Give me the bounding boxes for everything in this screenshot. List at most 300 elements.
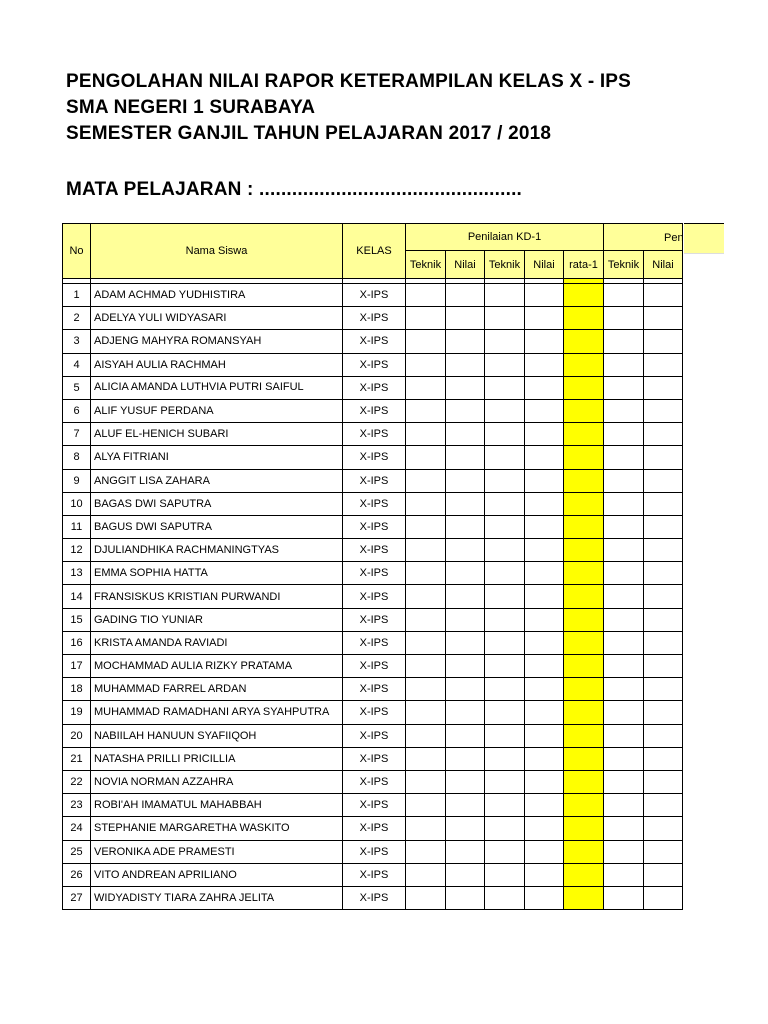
teknik-cell[interactable]: [604, 539, 644, 562]
nilai-cell[interactable]: [644, 585, 683, 608]
row-number: 10: [63, 492, 91, 515]
nilai-cell[interactable]: [446, 840, 485, 863]
nilai-cell[interactable]: [525, 515, 564, 538]
student-name: ADJENG MAHYRA ROMANSYAH: [91, 330, 343, 353]
teknik-cell[interactable]: [406, 562, 446, 585]
rata-cell: [564, 724, 604, 747]
student-name: MOCHAMMAD AULIA RIZKY PRATAMA: [91, 655, 343, 678]
teknik-cell[interactable]: [406, 631, 446, 654]
student-row: [63, 770, 683, 793]
nilai-cell[interactable]: [644, 423, 683, 446]
nilai-cell[interactable]: [525, 794, 564, 817]
nilai-cell[interactable]: [446, 724, 485, 747]
student-class: X-IPS: [343, 446, 406, 469]
nilai-cell[interactable]: [446, 376, 485, 399]
student-name: VITO ANDREAN APRILIANO: [91, 863, 343, 886]
nilai-cell[interactable]: [644, 794, 683, 817]
nilai-cell[interactable]: [525, 608, 564, 631]
rata-cell: [564, 307, 604, 330]
row-number: 18: [63, 678, 91, 701]
nilai-cell[interactable]: [644, 399, 683, 422]
teknik-cell[interactable]: [604, 608, 644, 631]
student-row: [63, 284, 683, 307]
student-class: X-IPS: [343, 655, 406, 678]
student-class: X-IPS: [343, 307, 406, 330]
subcol-teknik: Teknik: [604, 251, 644, 279]
teknik-cell[interactable]: [485, 655, 525, 678]
student-row: [63, 469, 683, 492]
row-number: 24: [63, 817, 91, 840]
teknik-cell[interactable]: [406, 376, 446, 399]
teknik-cell[interactable]: [485, 701, 525, 724]
group-header-kd1: Penilaian KD-1: [406, 224, 604, 251]
nilai-cell[interactable]: [446, 747, 485, 770]
teknik-cell[interactable]: [406, 469, 446, 492]
nilai-cell[interactable]: [525, 631, 564, 654]
nilai-cell[interactable]: [644, 539, 683, 562]
rata-cell: [564, 608, 604, 631]
nilai-cell[interactable]: [525, 747, 564, 770]
student-class: X-IPS: [343, 817, 406, 840]
group-header-kd2-label: Pen: [664, 232, 684, 244]
student-class: X-IPS: [343, 515, 406, 538]
nilai-cell[interactable]: [525, 724, 564, 747]
rata-cell: [564, 840, 604, 863]
teknik-cell[interactable]: [485, 863, 525, 886]
student-name: KRISTA AMANDA RAVIADI: [91, 631, 343, 654]
nilai-cell[interactable]: [644, 678, 683, 701]
nilai-cell[interactable]: [446, 886, 485, 909]
nilai-cell[interactable]: [644, 631, 683, 654]
teknik-cell[interactable]: [604, 376, 644, 399]
nilai-cell[interactable]: [525, 655, 564, 678]
nilai-cell[interactable]: [446, 423, 485, 446]
student-row: [63, 886, 683, 909]
student-name: ROBI'AH IMAMATUL MAHABBAH: [91, 794, 343, 817]
teknik-cell[interactable]: [406, 585, 446, 608]
row-number: 14: [63, 585, 91, 608]
rata-cell: [564, 585, 604, 608]
teknik-cell[interactable]: [604, 655, 644, 678]
student-class: X-IPS: [343, 423, 406, 446]
row-number: 12: [63, 539, 91, 562]
teknik-cell[interactable]: [485, 608, 525, 631]
teknik-cell[interactable]: [485, 840, 525, 863]
grades-table: [62, 223, 683, 910]
student-row: [63, 655, 683, 678]
nilai-cell[interactable]: [446, 399, 485, 422]
student-row: [63, 678, 683, 701]
nilai-cell[interactable]: [644, 770, 683, 793]
nilai-cell[interactable]: [644, 330, 683, 353]
teknik-cell[interactable]: [485, 307, 525, 330]
teknik-cell[interactable]: [604, 794, 644, 817]
nilai-cell[interactable]: [525, 770, 564, 793]
nilai-cell[interactable]: [446, 678, 485, 701]
nilai-cell[interactable]: [525, 539, 564, 562]
teknik-cell[interactable]: [604, 423, 644, 446]
teknik-cell[interactable]: [406, 284, 446, 307]
teknik-cell[interactable]: [406, 399, 446, 422]
nilai-cell[interactable]: [446, 701, 485, 724]
student-row: [63, 376, 683, 399]
row-number: 7: [63, 423, 91, 446]
nilai-cell[interactable]: [525, 307, 564, 330]
teknik-cell[interactable]: [485, 724, 525, 747]
teknik-cell[interactable]: [406, 770, 446, 793]
student-name: AISYAH AULIA RACHMAH: [91, 353, 343, 376]
row-number: 4: [63, 353, 91, 376]
student-name: ADELYA YULI WIDYASARI: [91, 307, 343, 330]
student-name: ALIF YUSUF PERDANA: [91, 399, 343, 422]
student-class: X-IPS: [343, 724, 406, 747]
student-class: X-IPS: [343, 284, 406, 307]
teknik-cell[interactable]: [604, 492, 644, 515]
student-class: X-IPS: [343, 585, 406, 608]
student-class: X-IPS: [343, 631, 406, 654]
student-class: X-IPS: [343, 794, 406, 817]
rata-cell: [564, 678, 604, 701]
student-class: X-IPS: [343, 492, 406, 515]
student-row: [63, 863, 683, 886]
nilai-cell[interactable]: [446, 492, 485, 515]
row-number: 22: [63, 770, 91, 793]
student-row: [63, 330, 683, 353]
teknik-cell[interactable]: [604, 863, 644, 886]
nilai-cell[interactable]: [644, 307, 683, 330]
col-header-name: Nama Siswa: [91, 224, 343, 279]
row-number: 3: [63, 330, 91, 353]
nilai-cell[interactable]: [644, 562, 683, 585]
student-row: [63, 515, 683, 538]
teknik-cell[interactable]: [485, 585, 525, 608]
student-class: X-IPS: [343, 770, 406, 793]
teknik-cell[interactable]: [485, 423, 525, 446]
teknik-cell[interactable]: [604, 770, 644, 793]
teknik-cell[interactable]: [485, 376, 525, 399]
nilai-cell[interactable]: [644, 701, 683, 724]
nilai-cell[interactable]: [644, 840, 683, 863]
row-number: 19: [63, 701, 91, 724]
teknik-cell[interactable]: [604, 747, 644, 770]
teknik-cell[interactable]: [406, 794, 446, 817]
nilai-cell[interactable]: [446, 539, 485, 562]
student-name: GADING TIO YUNIAR: [91, 608, 343, 631]
teknik-cell[interactable]: [406, 446, 446, 469]
teknik-cell[interactable]: [604, 585, 644, 608]
row-number: 6: [63, 399, 91, 422]
student-row: [63, 840, 683, 863]
nilai-cell[interactable]: [644, 655, 683, 678]
teknik-cell[interactable]: [604, 330, 644, 353]
teknik-cell[interactable]: [406, 817, 446, 840]
teknik-cell[interactable]: [604, 446, 644, 469]
rata-cell: [564, 376, 604, 399]
student-class: X-IPS: [343, 840, 406, 863]
report-title: PENGOLAHAN NILAI RAPOR KETERAMPILAN KELAS X - IPS: [66, 71, 632, 92]
nilai-cell[interactable]: [644, 863, 683, 886]
rata-cell: [564, 353, 604, 376]
teknik-cell[interactable]: [485, 492, 525, 515]
nilai-cell[interactable]: [644, 469, 683, 492]
nilai-cell[interactable]: [525, 423, 564, 446]
rata-cell: [564, 886, 604, 909]
teknik-cell[interactable]: [485, 539, 525, 562]
student-name: EMMA SOPHIA HATTA: [91, 562, 343, 585]
teknik-cell[interactable]: [604, 284, 644, 307]
teknik-cell[interactable]: [604, 840, 644, 863]
teknik-cell[interactable]: [406, 840, 446, 863]
nilai-cell[interactable]: [446, 770, 485, 793]
rata-cell: [564, 423, 604, 446]
nilai-cell[interactable]: [525, 376, 564, 399]
teknik-cell[interactable]: [406, 423, 446, 446]
student-name: ANGGIT LISA ZAHARA: [91, 469, 343, 492]
row-number: 27: [63, 886, 91, 909]
rata-cell: [564, 284, 604, 307]
teknik-cell[interactable]: [485, 399, 525, 422]
nilai-cell[interactable]: [446, 863, 485, 886]
student-name: BAGAS DWI SAPUTRA: [91, 492, 343, 515]
nilai-cell[interactable]: [525, 585, 564, 608]
student-row: [63, 539, 683, 562]
teknik-cell[interactable]: [406, 515, 446, 538]
teknik-cell[interactable]: [485, 446, 525, 469]
teknik-cell[interactable]: [604, 886, 644, 909]
student-name: STEPHANIE MARGARETHA WASKITO: [91, 817, 343, 840]
nilai-cell[interactable]: [644, 492, 683, 515]
row-number: 13: [63, 562, 91, 585]
teknik-cell[interactable]: [604, 724, 644, 747]
rata-cell: [564, 817, 604, 840]
nilai-cell[interactable]: [644, 608, 683, 631]
teknik-cell[interactable]: [485, 817, 525, 840]
nilai-cell[interactable]: [446, 353, 485, 376]
nilai-cell[interactable]: [525, 446, 564, 469]
nilai-cell[interactable]: [446, 515, 485, 538]
teknik-cell[interactable]: [406, 608, 446, 631]
nilai-cell[interactable]: [525, 562, 564, 585]
student-class: X-IPS: [343, 678, 406, 701]
teknik-cell[interactable]: [406, 539, 446, 562]
student-name: ALYA FITRIANI: [91, 446, 343, 469]
nilai-cell[interactable]: [644, 886, 683, 909]
teknik-cell[interactable]: [406, 678, 446, 701]
nilai-cell[interactable]: [644, 747, 683, 770]
nilai-cell[interactable]: [446, 794, 485, 817]
subject-label: MATA PELAJARAN : ................................................: [66, 179, 523, 200]
nilai-cell[interactable]: [525, 678, 564, 701]
nilai-cell[interactable]: [644, 353, 683, 376]
student-row: [63, 724, 683, 747]
nilai-cell[interactable]: [525, 840, 564, 863]
teknik-cell[interactable]: [406, 330, 446, 353]
nilai-cell[interactable]: [446, 469, 485, 492]
student-class: X-IPS: [343, 353, 406, 376]
school-name: SMA NEGERI 1 SURABAYA: [66, 97, 316, 118]
teknik-cell[interactable]: [604, 701, 644, 724]
teknik-cell[interactable]: [406, 353, 446, 376]
student-row: [63, 562, 683, 585]
teknik-cell[interactable]: [604, 562, 644, 585]
teknik-cell[interactable]: [485, 678, 525, 701]
teknik-cell[interactable]: [604, 399, 644, 422]
row-number: 21: [63, 747, 91, 770]
nilai-cell[interactable]: [644, 724, 683, 747]
nilai-cell[interactable]: [446, 284, 485, 307]
student-name: BAGUS DWI SAPUTRA: [91, 515, 343, 538]
nilai-cell[interactable]: [525, 701, 564, 724]
teknik-cell[interactable]: [485, 353, 525, 376]
row-number: 20: [63, 724, 91, 747]
student-row: [63, 446, 683, 469]
row-number: 9: [63, 469, 91, 492]
row-number: 8: [63, 446, 91, 469]
rata-cell: [564, 770, 604, 793]
student-class: X-IPS: [343, 469, 406, 492]
student-class: X-IPS: [343, 747, 406, 770]
teknik-cell[interactable]: [485, 330, 525, 353]
row-number: 23: [63, 794, 91, 817]
nilai-cell[interactable]: [525, 817, 564, 840]
teknik-cell[interactable]: [604, 817, 644, 840]
nilai-cell[interactable]: [525, 353, 564, 376]
teknik-cell[interactable]: [604, 515, 644, 538]
col-header-no: No: [63, 224, 91, 279]
teknik-cell[interactable]: [604, 469, 644, 492]
nilai-cell[interactable]: [446, 330, 485, 353]
student-name: FRANSISKUS KRISTIAN PURWANDI: [91, 585, 343, 608]
student-name: DJULIANDHIKA RACHMANINGTYAS: [91, 539, 343, 562]
teknik-cell[interactable]: [604, 678, 644, 701]
student-row: [63, 353, 683, 376]
teknik-cell[interactable]: [604, 353, 644, 376]
nilai-cell[interactable]: [446, 585, 485, 608]
teknik-cell[interactable]: [406, 701, 446, 724]
teknik-cell[interactable]: [485, 469, 525, 492]
nilai-cell[interactable]: [446, 446, 485, 469]
nilai-cell[interactable]: [525, 863, 564, 886]
nilai-cell[interactable]: [644, 446, 683, 469]
subcol-nilai: Nilai: [644, 251, 683, 279]
rata-cell: [564, 330, 604, 353]
student-class: X-IPS: [343, 562, 406, 585]
student-row: [63, 631, 683, 654]
subcol-rata: rata-1: [564, 251, 604, 279]
student-class: X-IPS: [343, 330, 406, 353]
student-name: NOVIA NORMAN AZZAHRA: [91, 770, 343, 793]
teknik-cell[interactable]: [406, 886, 446, 909]
student-name: VERONIKA ADE PRAMESTI: [91, 840, 343, 863]
row-number: 1: [63, 284, 91, 307]
semester-title: SEMESTER GANJIL TAHUN PELAJARAN 2017 / 2018: [66, 123, 552, 144]
nilai-cell[interactable]: [644, 376, 683, 399]
student-row: [63, 817, 683, 840]
nilai-cell[interactable]: [446, 307, 485, 330]
row-number: 11: [63, 515, 91, 538]
row-number: 15: [63, 608, 91, 631]
rata-cell: [564, 794, 604, 817]
student-class: X-IPS: [343, 376, 406, 399]
nilai-cell[interactable]: [446, 655, 485, 678]
student-row: [63, 307, 683, 330]
teknik-cell[interactable]: [485, 794, 525, 817]
student-name: ADAM ACHMAD YUDHISTIRA: [91, 284, 343, 307]
student-class: X-IPS: [343, 863, 406, 886]
teknik-cell[interactable]: [485, 515, 525, 538]
teknik-cell[interactable]: [406, 492, 446, 515]
nilai-cell[interactable]: [644, 515, 683, 538]
student-row: [63, 585, 683, 608]
group-header-kd2-overflow: [664, 223, 724, 254]
subcol-teknik: Teknik: [406, 251, 446, 279]
nilai-cell[interactable]: [644, 817, 683, 840]
teknik-cell[interactable]: [406, 724, 446, 747]
rata-cell: [564, 701, 604, 724]
nilai-cell[interactable]: [446, 631, 485, 654]
rata-cell: [564, 446, 604, 469]
nilai-cell[interactable]: [525, 469, 564, 492]
row-number: 17: [63, 655, 91, 678]
rata-cell: [564, 539, 604, 562]
teknik-cell[interactable]: [485, 770, 525, 793]
teknik-cell[interactable]: [485, 631, 525, 654]
student-name: NABIILAH HANUUN SYAFIIQOH: [91, 724, 343, 747]
student-row: [63, 492, 683, 515]
teknik-cell[interactable]: [604, 307, 644, 330]
nilai-cell[interactable]: [525, 399, 564, 422]
nilai-cell[interactable]: [446, 562, 485, 585]
rata-cell: [564, 399, 604, 422]
student-row: [63, 399, 683, 422]
rata-cell: [564, 492, 604, 515]
student-name: WIDYADISTY TIARA ZAHRA JELITA: [91, 886, 343, 909]
rata-cell: [564, 631, 604, 654]
nilai-cell[interactable]: [525, 886, 564, 909]
student-class: X-IPS: [343, 886, 406, 909]
nilai-cell[interactable]: [525, 284, 564, 307]
student-row: [63, 747, 683, 770]
nilai-cell[interactable]: [525, 492, 564, 515]
teknik-cell[interactable]: [485, 284, 525, 307]
student-name: NATASHA PRILLI PRICILLIA: [91, 747, 343, 770]
subcol-nilai: Nilai: [525, 251, 564, 279]
teknik-cell[interactable]: [485, 886, 525, 909]
teknik-cell[interactable]: [485, 562, 525, 585]
student-row: [63, 608, 683, 631]
nilai-cell[interactable]: [446, 608, 485, 631]
student-name: MUHAMMAD FARREL ARDAN: [91, 678, 343, 701]
student-class: X-IPS: [343, 608, 406, 631]
student-name: MUHAMMAD RAMADHANI ARYA SYAHPUTRA: [91, 701, 343, 724]
nilai-cell[interactable]: [644, 284, 683, 307]
row-number: 2: [63, 307, 91, 330]
student-class: X-IPS: [343, 399, 406, 422]
rata-cell: [564, 469, 604, 492]
teknik-cell[interactable]: [406, 863, 446, 886]
row-number: 16: [63, 631, 91, 654]
nilai-cell[interactable]: [525, 330, 564, 353]
row-number: 26: [63, 863, 91, 886]
teknik-cell[interactable]: [406, 655, 446, 678]
teknik-cell[interactable]: [406, 747, 446, 770]
teknik-cell[interactable]: [406, 307, 446, 330]
nilai-cell[interactable]: [446, 817, 485, 840]
teknik-cell[interactable]: [604, 631, 644, 654]
rata-cell: [564, 863, 604, 886]
student-name: ALUF EL-HENICH SUBARI: [91, 423, 343, 446]
teknik-cell[interactable]: [485, 747, 525, 770]
